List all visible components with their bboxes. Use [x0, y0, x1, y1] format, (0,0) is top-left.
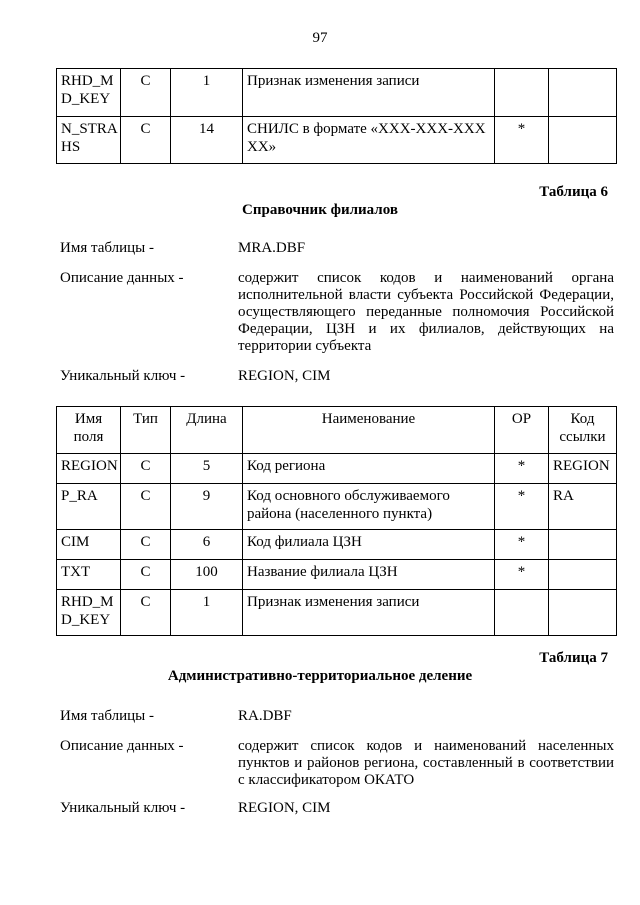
field-name-cell: RHD_M D_KEY — [57, 69, 121, 117]
type-cell: C — [121, 484, 171, 530]
unique-key-value: REGION, CIM — [238, 800, 331, 816]
length-cell: 14 — [171, 117, 243, 164]
header-field-name: Имя поля — [57, 407, 121, 454]
description-value: содержит список кодов и наименований населенных пунктов и районов региона, составленный в соответствии с классификатором ОКАТО — [238, 738, 614, 788]
table6-title: Справочник филиалов — [242, 202, 398, 218]
description-label: Описание данных - — [60, 738, 184, 754]
ref-cell — [549, 560, 617, 590]
header-type: Тип — [121, 407, 171, 454]
op-cell: * — [495, 530, 549, 560]
length-cell: 9 — [171, 484, 243, 530]
field-name-cell: RHD_M D_KEY — [57, 590, 121, 636]
ref-cell — [549, 590, 617, 636]
op-cell: * — [495, 484, 549, 530]
table-name-label: Имя таблицы - — [60, 708, 154, 724]
field-name-cell: REGION — [57, 454, 121, 484]
field-name-cell: N_STRA HS — [57, 117, 121, 164]
op-cell: * — [495, 560, 549, 590]
type-cell: C — [121, 117, 171, 164]
table6-label: Таблица 6 — [539, 184, 608, 200]
header-op: OP — [495, 407, 549, 454]
length-cell: 1 — [171, 590, 243, 636]
op-cell — [495, 590, 549, 636]
description-label: Описание данных - — [60, 270, 184, 286]
length-cell: 6 — [171, 530, 243, 560]
table-row — [57, 590, 617, 636]
description-cell: Название филиала ЦЗН — [243, 560, 495, 590]
ref-cell — [549, 530, 617, 560]
unique-key-label: Уникальный ключ - — [60, 368, 186, 384]
table-row — [57, 454, 617, 484]
op-cell — [495, 69, 549, 117]
ref-cell: RA — [549, 484, 617, 530]
type-cell: C — [121, 454, 171, 484]
table7-title: Административно-территориальное деление — [167, 668, 473, 684]
type-cell: C — [121, 530, 171, 560]
continued-fields-table — [56, 68, 617, 164]
header-ref: Код ссылки — [549, 407, 617, 454]
op-cell: * — [495, 454, 549, 484]
length-cell: 1 — [171, 69, 243, 117]
description-cell: СНИЛС в формате «XXX-XXX-XXX XX» — [243, 117, 495, 164]
type-cell: C — [121, 69, 171, 117]
table-name-label: Имя таблицы - — [60, 240, 154, 256]
table-row — [57, 484, 617, 530]
branches-table — [56, 406, 617, 636]
op-cell: * — [495, 117, 549, 164]
table-row — [57, 69, 617, 117]
unique-key-value: REGION, CIM — [238, 368, 331, 384]
description-cell: Код региона — [243, 454, 495, 484]
page-number: 97 — [312, 30, 328, 46]
description-cell: Признак изменения записи — [243, 69, 495, 117]
table-name-value: MRA.DBF — [238, 240, 306, 256]
length-cell: 100 — [171, 560, 243, 590]
table-name-value: RA.DBF — [238, 708, 292, 724]
table7-label: Таблица 7 — [539, 650, 608, 666]
ref-cell: REGION — [549, 454, 617, 484]
table-row — [57, 560, 617, 590]
description-value: содержит список кодов и наименований органа исполнительной власти субъекта Российской Федерации, осуществляющего переданные полномочия Российской Федерации, ЦЗН и их филиалов, действующих на территории субъекта — [238, 270, 614, 354]
header-length: Длина — [171, 407, 243, 454]
ref-cell — [549, 117, 617, 164]
unique-key-label: Уникальный ключ - — [60, 800, 186, 816]
description-cell: Код основного обслуживаемого района (населенного пункта) — [243, 484, 495, 530]
table-row — [57, 530, 617, 560]
description-cell: Код филиала ЦЗН — [243, 530, 495, 560]
table-row — [57, 117, 617, 164]
field-name-cell: TXT — [57, 560, 121, 590]
type-cell: C — [121, 560, 171, 590]
table-header-row — [57, 407, 617, 454]
field-name-cell: CIM — [57, 530, 121, 560]
field-name-cell: P_RA — [57, 484, 121, 530]
type-cell: C — [121, 590, 171, 636]
header-name: Наименование — [243, 407, 495, 454]
ref-cell — [549, 69, 617, 117]
description-cell: Признак изменения записи — [243, 590, 495, 636]
length-cell: 5 — [171, 454, 243, 484]
